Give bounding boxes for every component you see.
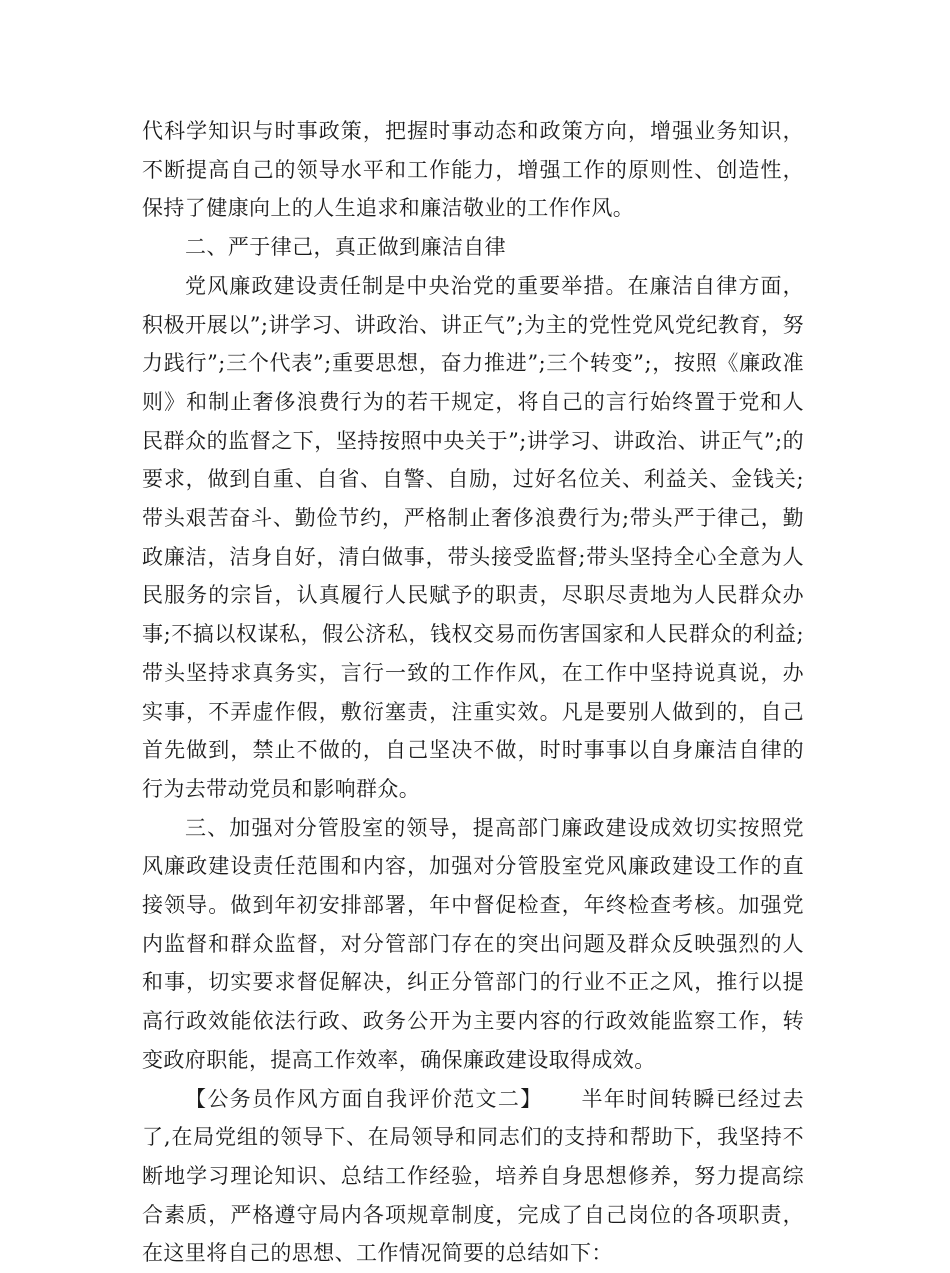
paragraph-section-three: 三、加强对分管股室的领导，提高部门廉政建设成效切实按照党风廉政建设责任范围和内容，加强对分管股室党风廉政建设工作的直接领导。做到年初安排部署，年中督促检查，年终检查考核。加强党内监督和群众监督，对分管部门存在的突出问题及群众反映强烈的人和事，切实要求督促解决，纠正分管部门的行业不正之风，推行以提高行政效能依法行政、政务公开为主要内容的行政效能监察工作，转变政府职能，提高工作效率，确保廉政建设取得成效。 xyxy=(142,815,804,1072)
sample-two-heading: 【公务员作风方面自我评价范文二】 xyxy=(185,1086,543,1111)
paragraph-sample-two xyxy=(142,1080,804,1273)
section-heading-two: 二、严于律己，真正做到廉洁自律 xyxy=(185,235,507,260)
paragraph-self-discipline: 党风廉政建设责任制是中央治党的重要举措。在廉洁自律方面，积极开展以”;讲学习、讲政治、讲正气”;为主的党性党风党纪教育，努力践行”;三个代表”;重要思想，奋力推进”;三个转变”;，按照《廉政准则》和制止奢侈浪费行为的若干规定，将自己的言行始终置于党和人民群众的监督之下，坚持按照中央关于”;讲学习、讲政治、讲正气”;的要求，做到自重、自省、自警、自励，过好名位关、利益关、金钱关;带头艰苦奋斗、勤俭节约，严格制止奢侈浪费行为;带头严于律己，勤政廉洁，洁身自好，清白做事，带头接受监督;带头坚持全心全意为人民服务的宗旨，认真履行人民赋予的职责，尽职尽责地为人民群众办事;不搞以权谋私，假公济私，钱权交易而伤害国家和人民群众的利益;带头坚持求真务实，言行一致的工作作风，在工作中坚持说真说，办实事，不弄虚作假，敷衍塞责，注重实效。凡是要别人做到的，自己首先做到，禁止不做的，自己坚决不做，时时事事以自身廉洁自律的行为去带动党员和影响群众。 xyxy=(142,273,804,801)
document-body xyxy=(142,112,804,1273)
paragraph-continuation: 代科学知识与时事政策，把握时事动态和政策方向，增强业务知识，不断提高自己的领导水平和工作能力，增强工作的原则性、创造性，保持了健康向上的人生追求和廉洁敬业的工作作风。 xyxy=(142,119,804,221)
sample-two-text: 半年时间转瞬已经过去了,在局党组的领导下、在局领导和同志们的支持和帮助下，我坚持不断地学习理论知识、总结工作经验，培养自身思想修养，努力提高综合素质，严格遵守局内各项规章制度，完成了自己岗位的各项职责，在这里将自己的思想、工作情况简要的总结如下： xyxy=(142,1086,805,1266)
